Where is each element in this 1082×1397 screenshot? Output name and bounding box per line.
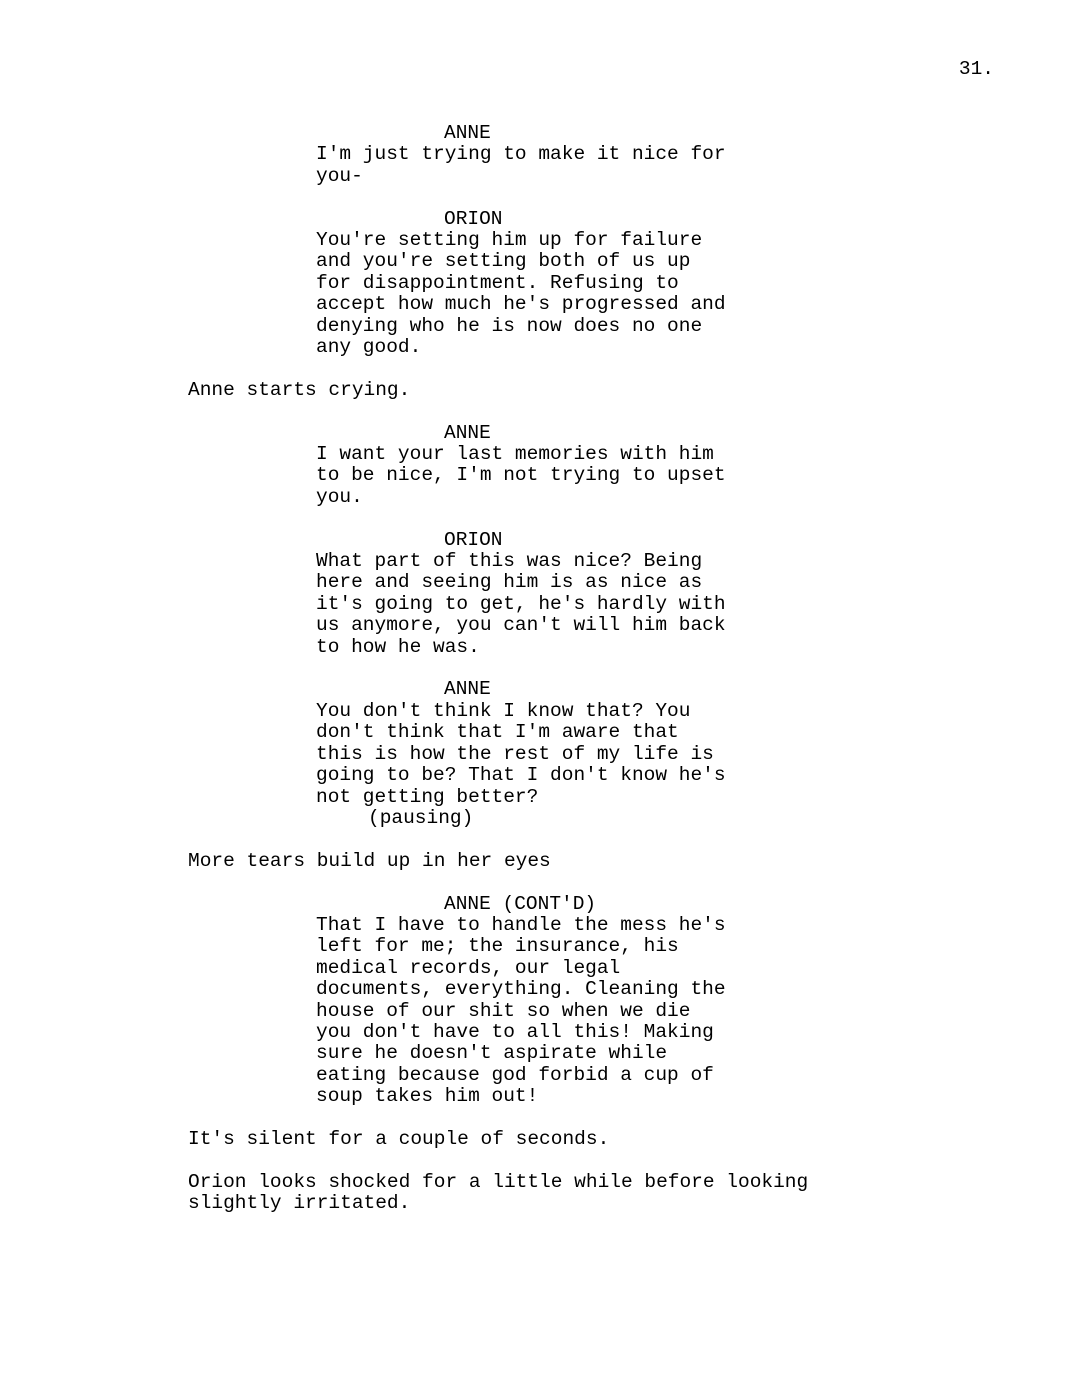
dialogue-line: don't think that I'm aware that — [316, 721, 679, 744]
dialogue-line: to how he was. — [316, 635, 480, 658]
action-block — [188, 380, 988, 401]
dialogue-line: for disappointment. Refusing to — [316, 271, 679, 294]
dialogue-line: here and seeing him is as nice as — [316, 571, 703, 594]
dialogue-line: going to be? That I don't know he's — [316, 764, 726, 787]
parenthetical: (pausing) — [368, 806, 474, 829]
action-line: Orion looks shocked for a little while before looking — [188, 1170, 809, 1193]
dialogue-line: this is how the rest of my life is — [316, 742, 714, 765]
dialogue-line: What part of this was nice? Being — [316, 550, 703, 573]
character-name: ORION — [444, 207, 503, 230]
dialogue-block — [188, 209, 988, 359]
dialogue-line: house of our shit so when we die — [316, 999, 691, 1022]
dialogue-line: I want your last memories with him — [316, 443, 714, 466]
dialogue-line: denying who he is now does no one — [316, 314, 703, 337]
action-line: slightly irritated. — [188, 1192, 411, 1215]
screenplay-body — [188, 123, 988, 1215]
character-name: ANNE (CONT'D) — [444, 892, 597, 915]
dialogue-line: left for me; the insurance, his — [316, 935, 679, 958]
dialogue-block — [188, 679, 988, 829]
dialogue-line: not getting better? — [316, 785, 539, 808]
dialogue-block — [188, 894, 988, 1108]
dialogue-line: and you're setting both of us up — [316, 250, 691, 273]
dialogue-line: soup takes him out! — [316, 1085, 539, 1108]
dialogue-line: documents, everything. Cleaning the — [316, 978, 726, 1001]
dialogue-line: you don't have to all this! Making — [316, 1020, 714, 1043]
action-line: It's silent for a couple of seconds. — [188, 1127, 610, 1150]
action-block — [188, 851, 988, 872]
character-name: ANNE — [444, 122, 491, 144]
dialogue-line: any good. — [316, 336, 422, 359]
dialogue-block — [188, 530, 988, 658]
dialogue-block — [188, 123, 988, 187]
dialogue-line: medical records, our legal — [316, 956, 621, 979]
character-name: ANNE — [444, 678, 491, 701]
character-name: ORION — [444, 528, 503, 551]
action-line: Anne starts crying. — [188, 378, 411, 401]
dialogue-line: That I have to handle the mess he's — [316, 913, 726, 936]
dialogue-line: it's going to get, he's hardly with — [316, 592, 726, 615]
dialogue-line: you- — [316, 164, 363, 187]
action-line: More tears build up in her eyes — [188, 849, 551, 872]
dialogue-line: eating because god forbid a cup of — [316, 1063, 714, 1086]
dialogue-line: You don't think I know that? You — [316, 699, 691, 722]
dialogue-line: us anymore, you can't will him back — [316, 614, 726, 637]
dialogue-line: You're setting him up for failure — [316, 229, 703, 252]
action-block — [188, 1172, 988, 1215]
dialogue-block — [188, 423, 988, 509]
character-name: ANNE — [444, 421, 491, 444]
dialogue-line: you. — [316, 485, 363, 508]
dialogue-line: to be nice, I'm not trying to upset — [316, 464, 726, 487]
action-block — [188, 1129, 988, 1150]
dialogue-line: accept how much he's progressed and — [316, 293, 726, 316]
page-number: 31. — [958, 58, 994, 80]
dialogue-line: sure he doesn't aspirate while — [316, 1042, 668, 1065]
dialogue-line: I'm just trying to make it nice for — [316, 143, 726, 166]
